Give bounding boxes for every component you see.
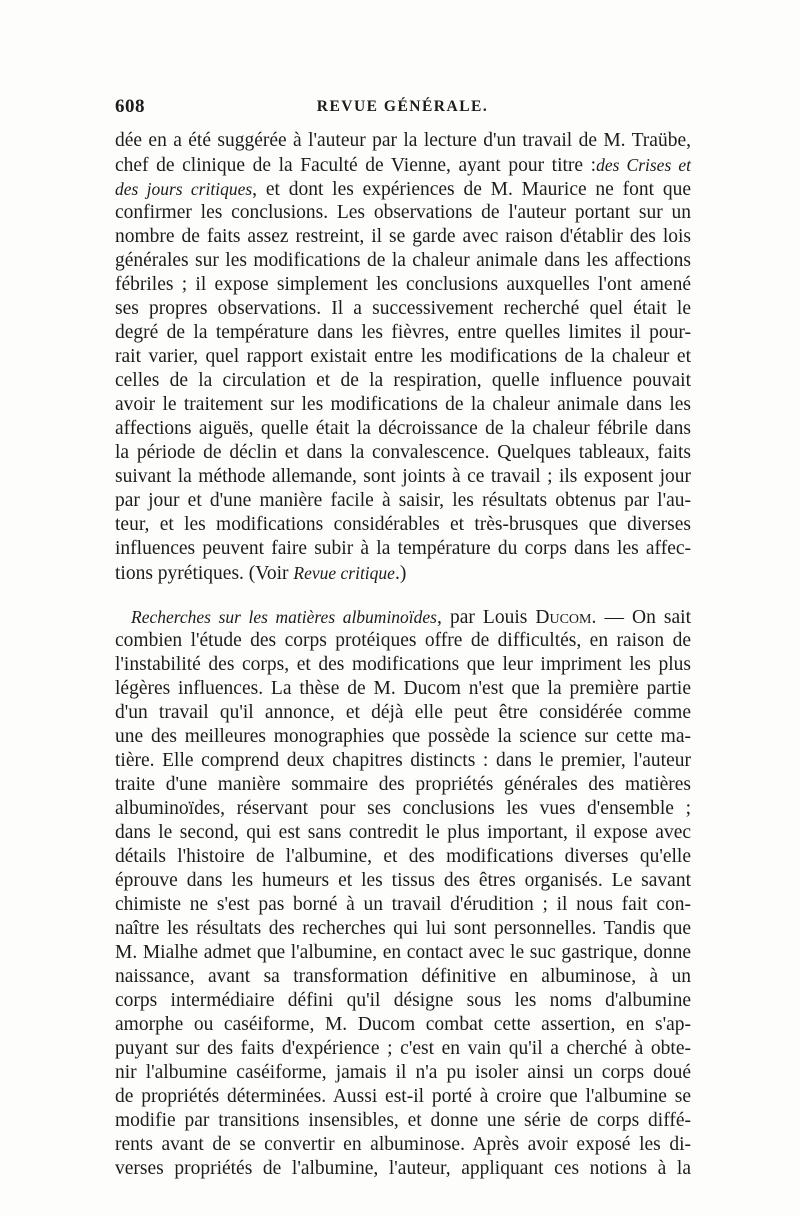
- text-line: dée en a été suggérée à l'auteur par la lecture d'un travail de M. Traübe,: [115, 130, 691, 151]
- text-span: , par Louis: [437, 607, 536, 628]
- text-line: éprouve dans les humeurs et les tissus des êtres organisés. Le savant: [115, 870, 691, 891]
- running-head: REVUE GÉNÉRALE.: [316, 98, 489, 115]
- text-line: verses propriétés de l'albumine, l'auteur, appliquant ces notions à la: [115, 1158, 691, 1179]
- text-line: combien l'étude des corps protéiques offre de difficultés, en raison de: [115, 630, 691, 651]
- page-header: [115, 96, 690, 124]
- text-line: nombre de faits assez restreint, il se garde avec raison d'établir des lois: [115, 226, 691, 247]
- text-line: corps intermédiaire défini qu'il désigne sous les noms d'albumine: [115, 990, 691, 1011]
- text-line: degré de la température dans les fièvres, entre quelles limites il pour-: [115, 322, 691, 343]
- text-line: tière. Elle comprend deux chapitres distincts : dans le premier, l'auteur: [115, 750, 691, 771]
- text-line: influences peuvent faire subir à la température du corps dans les affec-: [115, 538, 691, 559]
- italic-title: Recherches sur les matières albuminoïdes: [131, 607, 437, 627]
- text-line: rait varier, quel rapport existait entre les modifications de la chaleur et: [115, 346, 691, 367]
- text-line: avoir le traitement sur les modifications de la chaleur animale dans les: [115, 394, 691, 415]
- author-name: Ducom: [535, 607, 592, 628]
- text-line: confirmer les conclusions. Les observations de l'auteur portant sur un: [115, 202, 691, 223]
- italic-title-cont: des jours critiques: [115, 179, 253, 199]
- text-line: d'un travail qu'il annonce, et déjà elle peut être considérée comme: [115, 702, 691, 723]
- text-line: nir l'albumine caséiforme, jamais il n'a pu isoler ainsi un corps doué: [115, 1062, 691, 1083]
- text-span: , et dont les expériences de M. Maurice ne font que: [252, 179, 691, 200]
- italic-title: des Crises et: [596, 155, 691, 175]
- text-line: [115, 153, 691, 177]
- text-span: chef de clinique de la Faculté de Vienne, ayant pour titre :: [115, 155, 597, 176]
- text-line: l'instabilité des corps, et des modifications que leur impriment les plus: [115, 654, 691, 675]
- text-line: de propriétés déterminées. Aussi est-il porté à croire que l'albumine se: [115, 1086, 691, 1107]
- text-line: fébriles ; il expose simplement les conclusions auxquelles l'ont amené: [115, 274, 691, 295]
- text-line: puyant sur des faits d'expérience ; c'est en vain qu'il a cherché à obte-: [115, 1038, 691, 1059]
- text-line: dans le second, qui est sans contredit le plus important, il expose avec: [115, 822, 691, 843]
- text-line: [115, 177, 691, 201]
- text-line: [115, 561, 691, 585]
- text-line: ses propres observations. Il a successivement recherché quel était le: [115, 298, 691, 319]
- text-line: naître les résultats des recherches qui lui sont personnelles. Tandis que: [115, 918, 691, 939]
- text-line: rents avant de se convertir en albuminose. Après avoir exposé les di-: [115, 1134, 691, 1155]
- text-span: .): [394, 563, 407, 584]
- text-line: par jour et d'une manière facile à saisir, les résultats obtenus par l'au-: [115, 490, 691, 511]
- page-number: 608: [115, 96, 145, 117]
- text-line: légères influences. La thèse de M. Ducom n'est que la première partie: [115, 678, 691, 699]
- text-line: chimiste ne s'est pas borné à un travail d'érudition ; il nous fait con-: [115, 894, 691, 915]
- text-line: traite d'une manière sommaire des propriétés générales des matières: [115, 774, 691, 795]
- text-line: la période de déclin et dans la convalescence. Quelques tableaux, faits: [115, 442, 691, 463]
- text-line: naissance, avant sa transformation définitive en albuminose, à un: [115, 966, 691, 987]
- text-line: M. Mialhe admet que l'albumine, en contact avec le suc gastrique, donne: [115, 942, 691, 963]
- text-line: albuminoïdes, réservant pour ses conclusions les vues d'ensemble ;: [115, 798, 691, 819]
- text-line: celles de la circulation et de la respiration, quelle influence pouvait: [115, 370, 691, 391]
- text-line: suivant la méthode allemande, sont joints à ce travail ; ils exposent jour: [115, 466, 691, 487]
- text-line: modifie par transitions insensibles, et donne une série de corps diffé-: [115, 1110, 691, 1131]
- text-span: . — On sait: [591, 607, 691, 628]
- text-line: affections aiguës, quelle était la décroissance de la chaleur fébrile dans: [115, 418, 691, 439]
- text-span: tions pyrétiques. (Voir: [115, 563, 294, 584]
- text-line: détails l'histoire de l'albumine, et des modifications diverses qu'elle: [115, 846, 691, 867]
- text-line: amorphe ou caséiforme, M. Ducom combat cette assertion, en s'ap-: [115, 1014, 691, 1035]
- text-line: une des meilleures monographies que possède la science sur cette ma-: [115, 726, 691, 747]
- italic-reference: Revue critique: [293, 563, 395, 583]
- text-line: teur, et les modifications considérables et très-brusques que diverses: [115, 514, 691, 535]
- text-line: générales sur les modifications de la chaleur animale dans les affections: [115, 250, 691, 271]
- text-line: [131, 605, 691, 629]
